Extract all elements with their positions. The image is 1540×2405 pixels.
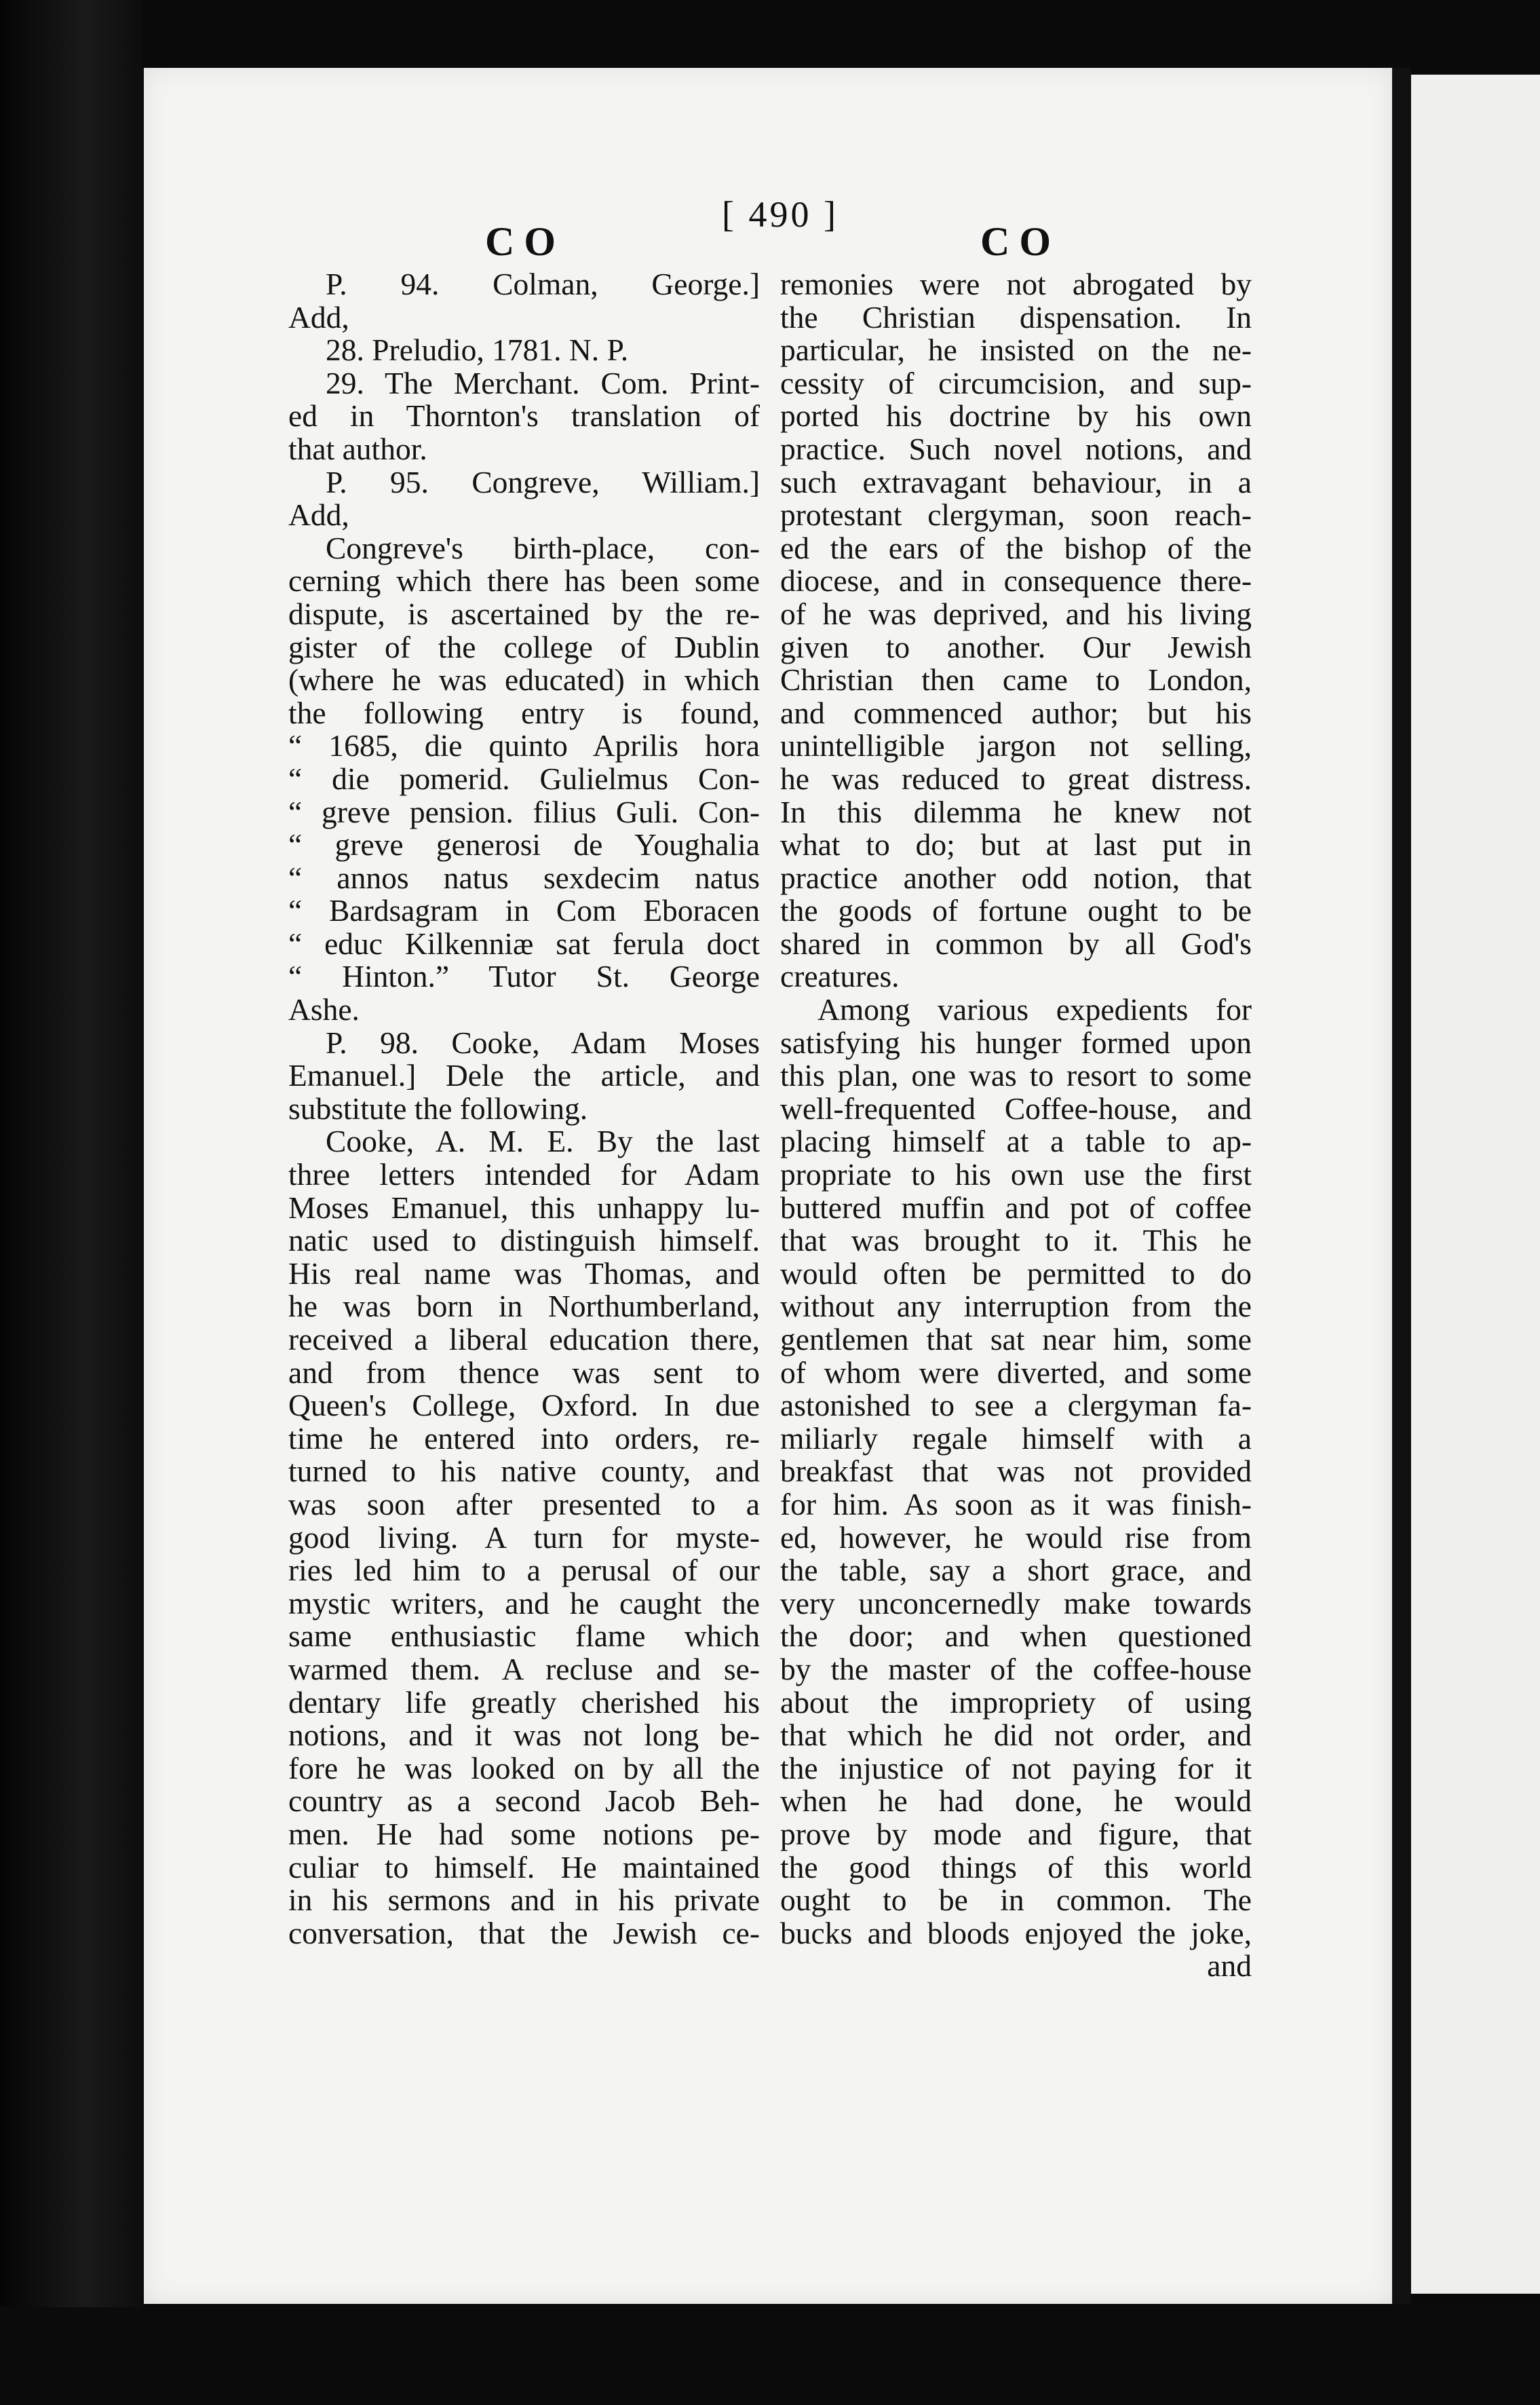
running-head-right: CO <box>980 219 1060 264</box>
text-line: “ greve generosi de Youghalia <box>288 827 760 863</box>
text-line: when he had done, he would <box>780 1783 1252 1819</box>
text-line: cessity of circumcision, and sup- <box>780 365 1252 400</box>
facing-page-edge <box>1411 75 1540 2294</box>
text-line: the goods of fortune ought to be <box>780 893 1252 928</box>
text-line: the following entry is found, <box>288 695 760 730</box>
text-line: Emanuel.] Dele the article, and <box>288 1058 760 1093</box>
text-line: in his sermons and in his private <box>288 1882 760 1918</box>
text-line: well-frequented Coffee-house, and <box>780 1091 1252 1126</box>
text-line: he was reduced to great distress. <box>780 761 1252 796</box>
text-line: what to do; but at last put in <box>780 827 1252 863</box>
text-line: dispute, is ascertained by the re- <box>288 596 760 631</box>
text-line: conversation, that the Jewish ce- <box>288 1915 760 1950</box>
text-line: Cooke, A. M. E. By the last <box>326 1124 760 1159</box>
text-line: such extravagant behaviour, in a <box>780 464 1252 499</box>
text-line: that was brought to it. This he <box>780 1223 1252 1258</box>
text-line: creatures. <box>780 959 900 994</box>
text-line: ries led him to a perusal of our <box>288 1553 760 1588</box>
text-line: very unconcernedly make towards <box>780 1585 1252 1621</box>
text-line: given to another. Our Jewish <box>780 629 1252 664</box>
text-line: the table, say a short grace, and <box>780 1553 1252 1588</box>
text-line: men. He had some notions pe- <box>288 1816 760 1851</box>
text-line: ed the ears of the bishop of the <box>780 530 1252 565</box>
text-line: shared in common by all God's <box>780 926 1252 961</box>
text-column-left <box>288 268 760 1950</box>
text-line: prove by mode and figure, that <box>780 1816 1252 1851</box>
text-line: fore he was looked on by all the <box>288 1750 760 1785</box>
text-line: In this dilemma he knew not <box>780 794 1252 829</box>
text-line: would often be permitted to do <box>780 1255 1252 1291</box>
text-line: His real name was Thomas, and <box>288 1255 760 1291</box>
text-line: received a liberal education there, <box>288 1322 760 1357</box>
text-line: ported his doctrine by his own <box>780 398 1252 434</box>
text-line: satisfying his hunger formed upon <box>780 1025 1252 1060</box>
text-line: of he was deprived, and his living <box>780 596 1252 631</box>
text-line: the door; and when questioned <box>780 1618 1252 1654</box>
text-line: “ Bardsagram in Com Eboracen <box>288 893 760 928</box>
text-line: substitute the following. <box>288 1091 588 1126</box>
text-line: practice another odd notion, that <box>780 860 1252 895</box>
text-line: 28. Preludio, 1781. N. P. <box>326 333 629 368</box>
text-line: practice. Such novel notions, and <box>780 431 1252 466</box>
scan-bottom-margin <box>0 2307 1540 2405</box>
text-line: time he entered into orders, re- <box>288 1420 760 1456</box>
text-line: Queen's College, Oxford. In due <box>288 1388 760 1423</box>
text-line: notions, and it was not long be- <box>288 1718 760 1753</box>
text-line: unintelligible jargon not selling, <box>780 728 1252 763</box>
text-line: protestant clergyman, soon reach- <box>780 497 1252 533</box>
text-line: remonies were not abrogated by <box>780 267 1252 301</box>
text-line: P. 98. Cooke, Adam Moses <box>326 1025 760 1060</box>
text-line: was soon after presented to a <box>288 1486 760 1521</box>
text-line: gister of the college of Dublin <box>288 629 760 664</box>
text-line: “ die pomerid. Gulielmus Con- <box>288 761 760 796</box>
text-line: and <box>1207 1948 1252 1984</box>
text-line: good living. A turn for myste- <box>288 1519 760 1555</box>
text-line: Among various expedients for <box>817 992 1252 1027</box>
text-line: Add, <box>288 497 349 533</box>
text-line: placing himself at a table to ap- <box>780 1124 1252 1159</box>
text-line: he was born in Northumberland, <box>288 1289 760 1324</box>
text-line: “ greve pension. filius Guli. Con- <box>288 794 760 829</box>
text-line: the Christian dispensation. In <box>780 299 1252 335</box>
text-line: dentary life greatly cherished his <box>288 1684 760 1720</box>
text-line: Moses Emanuel, this unhappy lu- <box>288 1190 760 1225</box>
text-line: the good things of this world <box>780 1849 1252 1885</box>
running-head-left: CO <box>485 219 565 264</box>
text-line: without any interruption from the <box>780 1289 1252 1324</box>
text-line: Add, <box>288 299 349 335</box>
text-line: diocese, and in consequence there- <box>780 563 1252 599</box>
text-line: P. 94. Colman, George.] <box>326 267 760 301</box>
text-line: and from thence was sent to <box>288 1355 760 1390</box>
text-line: P. 95. Congreve, William.] <box>326 464 760 499</box>
text-line: Ashe. <box>288 992 360 1027</box>
text-line: that which he did not order, and <box>780 1718 1252 1753</box>
text-column-right <box>780 268 1252 1983</box>
text-line: for him. As soon as it was finish- <box>780 1486 1252 1521</box>
text-line: propriate to his own use the first <box>780 1157 1252 1192</box>
text-line: the injustice of not paying for it <box>780 1750 1252 1785</box>
text-line: natic used to distinguish himself. <box>288 1223 760 1258</box>
text-line: ed, however, he would rise from <box>780 1519 1252 1555</box>
text-line: “ educ Kilkenniæ sat ferula doct <box>288 926 760 961</box>
text-line: Congreve's birth-place, con- <box>326 530 760 565</box>
text-line: by the master of the coffee-house <box>780 1651 1252 1686</box>
text-line: ed in Thornton's translation of <box>288 398 760 434</box>
text-line: of whom were diverted, and some <box>780 1355 1252 1390</box>
page-gutter <box>1392 68 1411 2304</box>
text-line: “ Hinton.” Tutor St. George <box>288 959 760 994</box>
text-line: “ 1685, die quinto Aprilis hora <box>288 728 760 763</box>
text-line: warmed them. A recluse and se- <box>288 1651 760 1686</box>
text-line: buttered muffin and pot of coffee <box>780 1190 1252 1225</box>
text-line: and commenced author; but his <box>780 695 1252 730</box>
text-line: 29. The Merchant. Com. Print- <box>326 365 760 400</box>
text-line: “ annos natus sexdecim natus <box>288 860 760 895</box>
text-line: cerning which there has been some <box>288 563 760 599</box>
text-line: turned to his native county, and <box>288 1454 760 1489</box>
text-line: that author. <box>288 431 427 466</box>
text-line: mystic writers, and he caught the <box>288 1585 760 1621</box>
scan-left-margin <box>0 0 142 2405</box>
text-line: astonished to see a clergyman fa- <box>780 1388 1252 1423</box>
text-line: culiar to himself. He maintained <box>288 1849 760 1885</box>
text-line: gentlemen that sat near him, some <box>780 1322 1252 1357</box>
text-line: this plan, one was to resort to some <box>780 1058 1252 1093</box>
text-line: bucks and bloods enjoyed the joke, <box>780 1915 1252 1950</box>
text-line: breakfast that was not provided <box>780 1454 1252 1489</box>
text-line: (where he was educated) in which <box>288 662 760 698</box>
text-line: ought to be in common. The <box>780 1882 1252 1918</box>
text-line: Christian then came to London, <box>780 662 1252 698</box>
text-line: particular, he insisted on the ne- <box>780 333 1252 368</box>
text-line: three letters intended for Adam <box>288 1157 760 1192</box>
text-line: about the impropriety of using <box>780 1684 1252 1720</box>
text-line: miliarly regale himself with a <box>780 1420 1252 1456</box>
text-line: country as a second Jacob Beh- <box>288 1783 760 1819</box>
text-line: same enthusiastic flame which <box>288 1618 760 1654</box>
page-number: [ 490 ] <box>722 194 839 235</box>
